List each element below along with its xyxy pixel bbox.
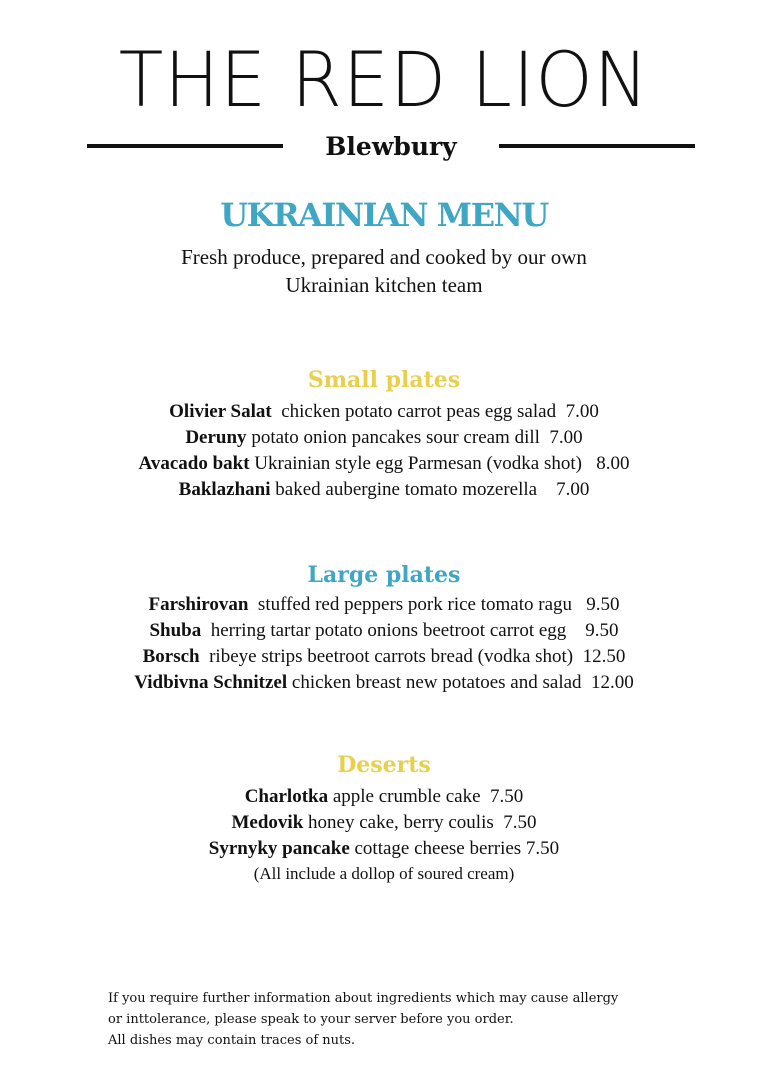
menu-item — [0, 618, 768, 644]
menu-item — [0, 644, 768, 670]
menu-item — [0, 477, 768, 503]
right-divider — [499, 144, 695, 148]
dish-description: apple crumble cake 7.50 — [328, 786, 524, 807]
left-divider — [87, 144, 283, 148]
dish-description: baked aubergine tomato mozerella 7.00 — [270, 479, 590, 500]
menu-item — [0, 592, 768, 618]
menu-item — [0, 784, 768, 810]
dish-name: Avacado bakt — [138, 453, 250, 474]
dish-description: chicken breast new potatoes and salad 12.00 — [287, 672, 634, 693]
intro-line-1: Fresh produce, prepared and cooked by our own — [181, 245, 587, 269]
dish-description: honey cake, berry coulis 7.50 — [303, 812, 537, 833]
dish-description: chicken potato carrot peas egg salad 7.00 — [271, 401, 599, 422]
section-title: Small plates — [307, 367, 461, 393]
dish-name: Borsch — [142, 646, 200, 667]
dish-description: cottage cheese berries 7.50 — [349, 838, 560, 859]
section-title: Large plates — [307, 562, 461, 588]
dish-name: Olivier Salat — [169, 401, 272, 422]
allergy-line-2: or inttolerance, please speak to your server before you order. — [108, 1012, 514, 1027]
dish-description: Ukrainian style egg Parmesan (vodka shot) 8.00 — [249, 453, 630, 474]
section-small-plates — [0, 365, 768, 503]
menu-item — [0, 670, 768, 696]
dish-description: potato onion pancakes sour cream dill 7.00 — [246, 427, 583, 448]
section-deserts — [0, 750, 768, 886]
menu-intro — [0, 243, 768, 299]
dish-name: Syrnyky pancake — [208, 838, 350, 859]
allergy-line-3: All dishes may contain traces of nuts. — [108, 1033, 356, 1048]
dish-name: Charlotka — [244, 786, 329, 807]
menu-item — [0, 425, 768, 451]
dish-name: Medovik — [231, 812, 304, 833]
allergy-notice — [108, 988, 708, 1051]
dish-description: ribeye strips beetroot carrots bread (vodka shot) 12.50 — [199, 646, 626, 667]
restaurant-logo: THE RED LION — [118, 35, 650, 124]
section-title: Deserts — [337, 752, 431, 778]
allergy-line-1: If you require further information about ingredients which may cause allergy — [108, 991, 619, 1006]
location-name: Blewbury — [325, 131, 457, 161]
desert-note: (All include a dollop of soured cream) — [253, 864, 515, 883]
intro-line-2: Ukrainian kitchen team — [285, 273, 483, 297]
menu-item — [0, 836, 768, 862]
dish-name: Farshirovan — [148, 594, 249, 615]
dish-name: Vidbivna Schnitzel — [134, 672, 288, 693]
dish-name: Baklazhani — [178, 479, 271, 500]
dish-description: stuffed red peppers pork rice tomato ragu 9.50 — [248, 594, 620, 615]
dish-name: Shuba — [149, 620, 202, 641]
menu-item — [0, 810, 768, 836]
dish-name: Deruny — [185, 427, 247, 448]
menu-title: UKRAINIAN MENU — [220, 196, 548, 234]
menu-item — [0, 399, 768, 425]
dish-description: herring tartar potato onions beetroot carrot egg 9.50 — [201, 620, 619, 641]
menu-item — [0, 451, 768, 477]
location-row — [87, 128, 695, 164]
section-large-plates — [0, 560, 768, 696]
